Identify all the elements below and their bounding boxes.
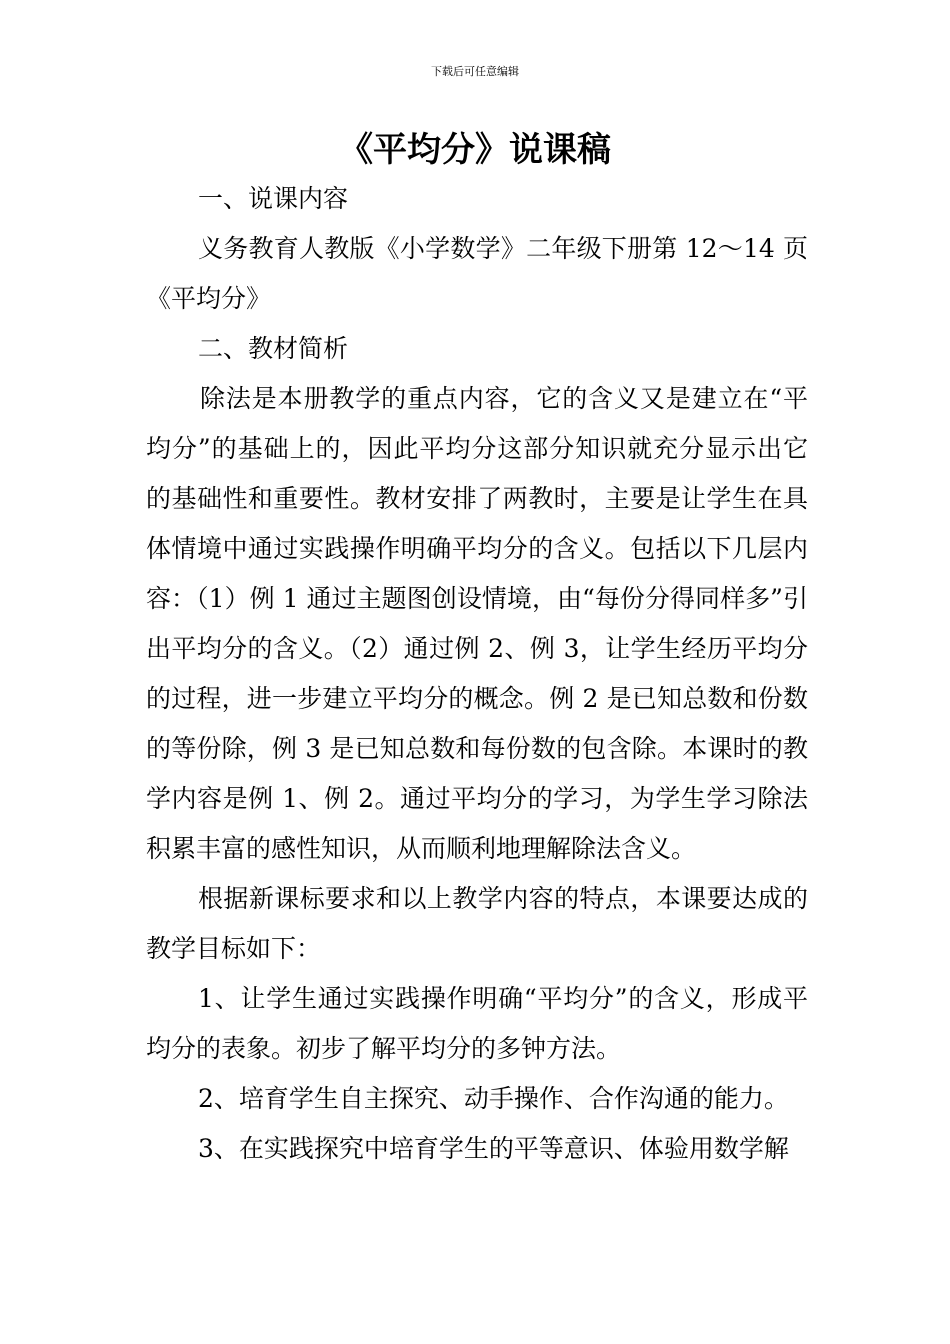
- section-heading-content: 一、说课内容: [198, 184, 349, 213]
- goal-item-3: 3、在实践探究中培育学生的平等意识、体验用数学解: [198, 1134, 789, 1163]
- goal-item-2: 2、培育学生自主探究、动手操作、合作沟通的能力。: [198, 1084, 789, 1113]
- page-header-note: 下载后可任意编辑: [431, 65, 519, 78]
- section-heading-analysis: 二、教材简析: [198, 334, 349, 363]
- goal-item-1: 1、让学生通过实践操作明确“平均分”的含义，形成平均分的表象。初步了解平均分的多钟方法。: [146, 984, 808, 1063]
- paragraph-course-content: 义务教育人教版《小学数学》二年级下册第 12～14 页《平均分》: [146, 234, 808, 313]
- document-body: [146, 174, 808, 1174]
- document-title: 《平均分》说课稿: [339, 130, 611, 170]
- paragraph-goals-intro: 根据新课标要求和以上教学内容的特点，本课要达成的教学目标如下：: [146, 884, 808, 963]
- paragraph-material-analysis: 除法是本册教学的重点内容，它的含义又是建立在“平均分”的基础上的，因此平均分这部分知识就充分显示出它的基础性和重要性。教材安排了两教时，主要是让学生在具体情境中通过实践操作明确平均分的含义。包括以下几层内容：（1）例 1 通过主题图创设情境，由“每份分得同样多”引出平均分的含义。（2）通过例 2、例 3，让学生经历平均分的过程，进一步建立平均分的概念。例 2 是已知总数和份数的等份除，例 3 是已知总数和每份数的包含除。本课时的教学内容是例 1、例 2。通过平均分的学习，为学生学习除法积累丰富的感性知识，从而顺利地理解除法含义。: [146, 384, 808, 863]
